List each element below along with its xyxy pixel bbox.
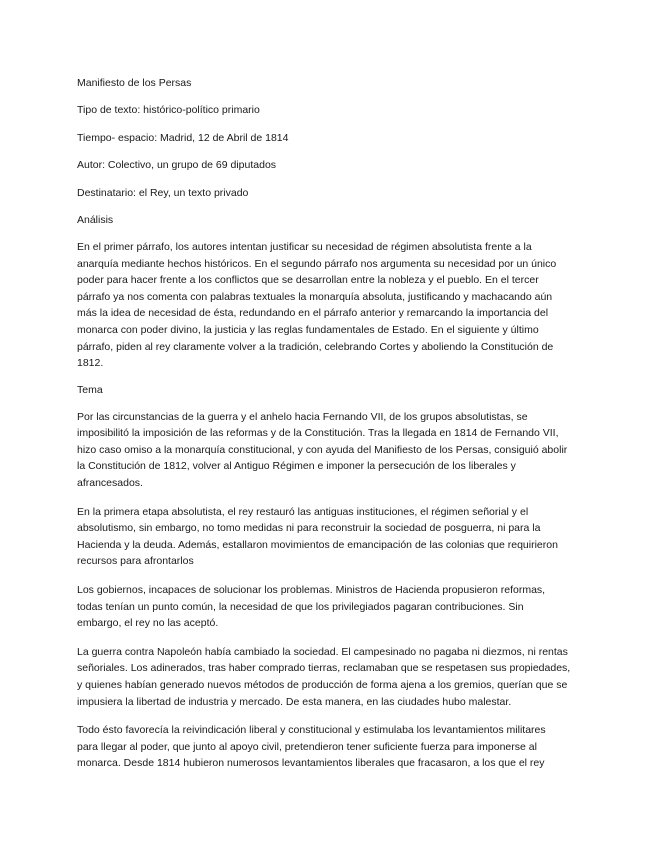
text-line: poder para hacer frente a los conflictos que se desarrollan entre la nobleza y el pueblo. En el tercer xyxy=(77,274,539,287)
text-line: recursos para afrontarlos xyxy=(77,555,194,568)
text-line: todas tenían un punto común, la necesidad de que los privilegiados pagaran contribuciones. Sin xyxy=(77,600,524,613)
text-line: En el primer párrafo, los autores intentan justificar su necesidad de régimen absolutista frente a la xyxy=(77,240,532,253)
text-line: hizo caso omiso a la monarquía constitucional, y con ayuda del Manifiesto de los Persas, consiguió abolir xyxy=(77,443,568,456)
document-body xyxy=(77,77,582,784)
tema-paragraph xyxy=(77,582,582,632)
text-type-line: Tipo de texto: histórico-político primario xyxy=(77,104,260,117)
tema-paragraph xyxy=(77,644,582,710)
text-line: monarca con poder divino, la justicia y las reglas fundamentales de Estado. En el siguiente y último xyxy=(77,323,539,336)
time-place-line: Tiempo- espacio: Madrid, 12 de Abril de 1814 xyxy=(77,131,289,144)
tema-paragraph xyxy=(77,409,582,492)
document-title: Manifiesto de los Persas xyxy=(77,77,192,89)
text-line: Todo ésto favorecía la reivindicación liberal y constitucional y estimulaba los levantamientos militares xyxy=(77,724,546,737)
text-line: y quienes habían generado nuevos métodos de producción de forma ajena a los gremios, querían que se xyxy=(77,679,568,692)
text-line: En la primera etapa absolutista, el rey restauró las antiguas instituciones, el régimen señorial y el xyxy=(77,505,529,518)
text-line: impusiera la libertad de industria y mercado. De esta manera, en las ciudades hubo malestar. xyxy=(77,695,512,708)
text-line: absolutismo, sin embargo, no tomo medidas ni para reconstruir la sociedad de posguerra, ni para la xyxy=(77,522,541,535)
tema-paragraph xyxy=(77,504,582,570)
text-line: párrafo, piden al rey claramente volver a la tradición, celebrando Cortes y aboliendo la Constitución de xyxy=(77,340,554,353)
author-line: Autor: Colectivo, un grupo de 69 diputados xyxy=(77,159,277,172)
text-line: embargo, el rey no las aceptó. xyxy=(77,617,219,630)
text-line: señoriales. Los adinerados, tras haber comprado tierras, reclamaban que se respetasen sus propiedades, xyxy=(77,662,571,675)
text-line: para llegar al poder, que junto al apoyo civil, pretendieron tener suficiente fuerza para imponerse al xyxy=(77,740,537,753)
tema-paragraph xyxy=(77,722,582,772)
recipient-line: Destinatario: el Rey, un texto privado xyxy=(77,186,249,199)
text-line: anarquía mediante hechos históricos. En el segundo párrafo nos argumenta su necesidad por un único xyxy=(77,257,557,270)
text-line: afrancesados. xyxy=(77,477,143,490)
text-line: la Constitución de 1812, volver al Antiguo Régimen e imponer la persecución de los liberales y xyxy=(77,460,516,473)
text-line: imposibilitó la imposición de las reformas y de la Constitución. Tras la llegada en 1814 de Fernando VII, xyxy=(77,427,559,440)
text-line: Hacienda y la deuda. Además, estallaron movimientos de emancipación de las colonias que requirieron xyxy=(77,538,558,551)
analisis-heading: Análisis xyxy=(77,213,114,226)
text-line: más la idea de necesidad de ésta, redundando en el párrafo anterior y remarcando la importancia del xyxy=(77,307,549,320)
text-line: párrafo ya nos comenta con palabras textuales la monarquía absoluta, justificando y machacando aún xyxy=(77,290,553,303)
tema-heading: Tema xyxy=(77,383,103,396)
text-line: La guerra contra Napoleón había cambiado la sociedad. El campesinado no pagaba ni diezmos, ni rentas xyxy=(77,645,568,658)
text-line: 1812. xyxy=(77,357,104,370)
text-line: monarca. Desde 1814 hubieron numerosos levantamientos liberales que fracasaron, a los que el rey xyxy=(77,757,545,770)
text-line: Por las circunstancias de la guerra y el anhelo hacia Fernando VII, de los grupos absolutistas, se xyxy=(77,410,528,423)
analisis-paragraph xyxy=(77,239,582,372)
text-line: Los gobiernos, incapaces de solucionar los problemas. Ministros de Hacienda propusieron reformas, xyxy=(77,584,546,597)
